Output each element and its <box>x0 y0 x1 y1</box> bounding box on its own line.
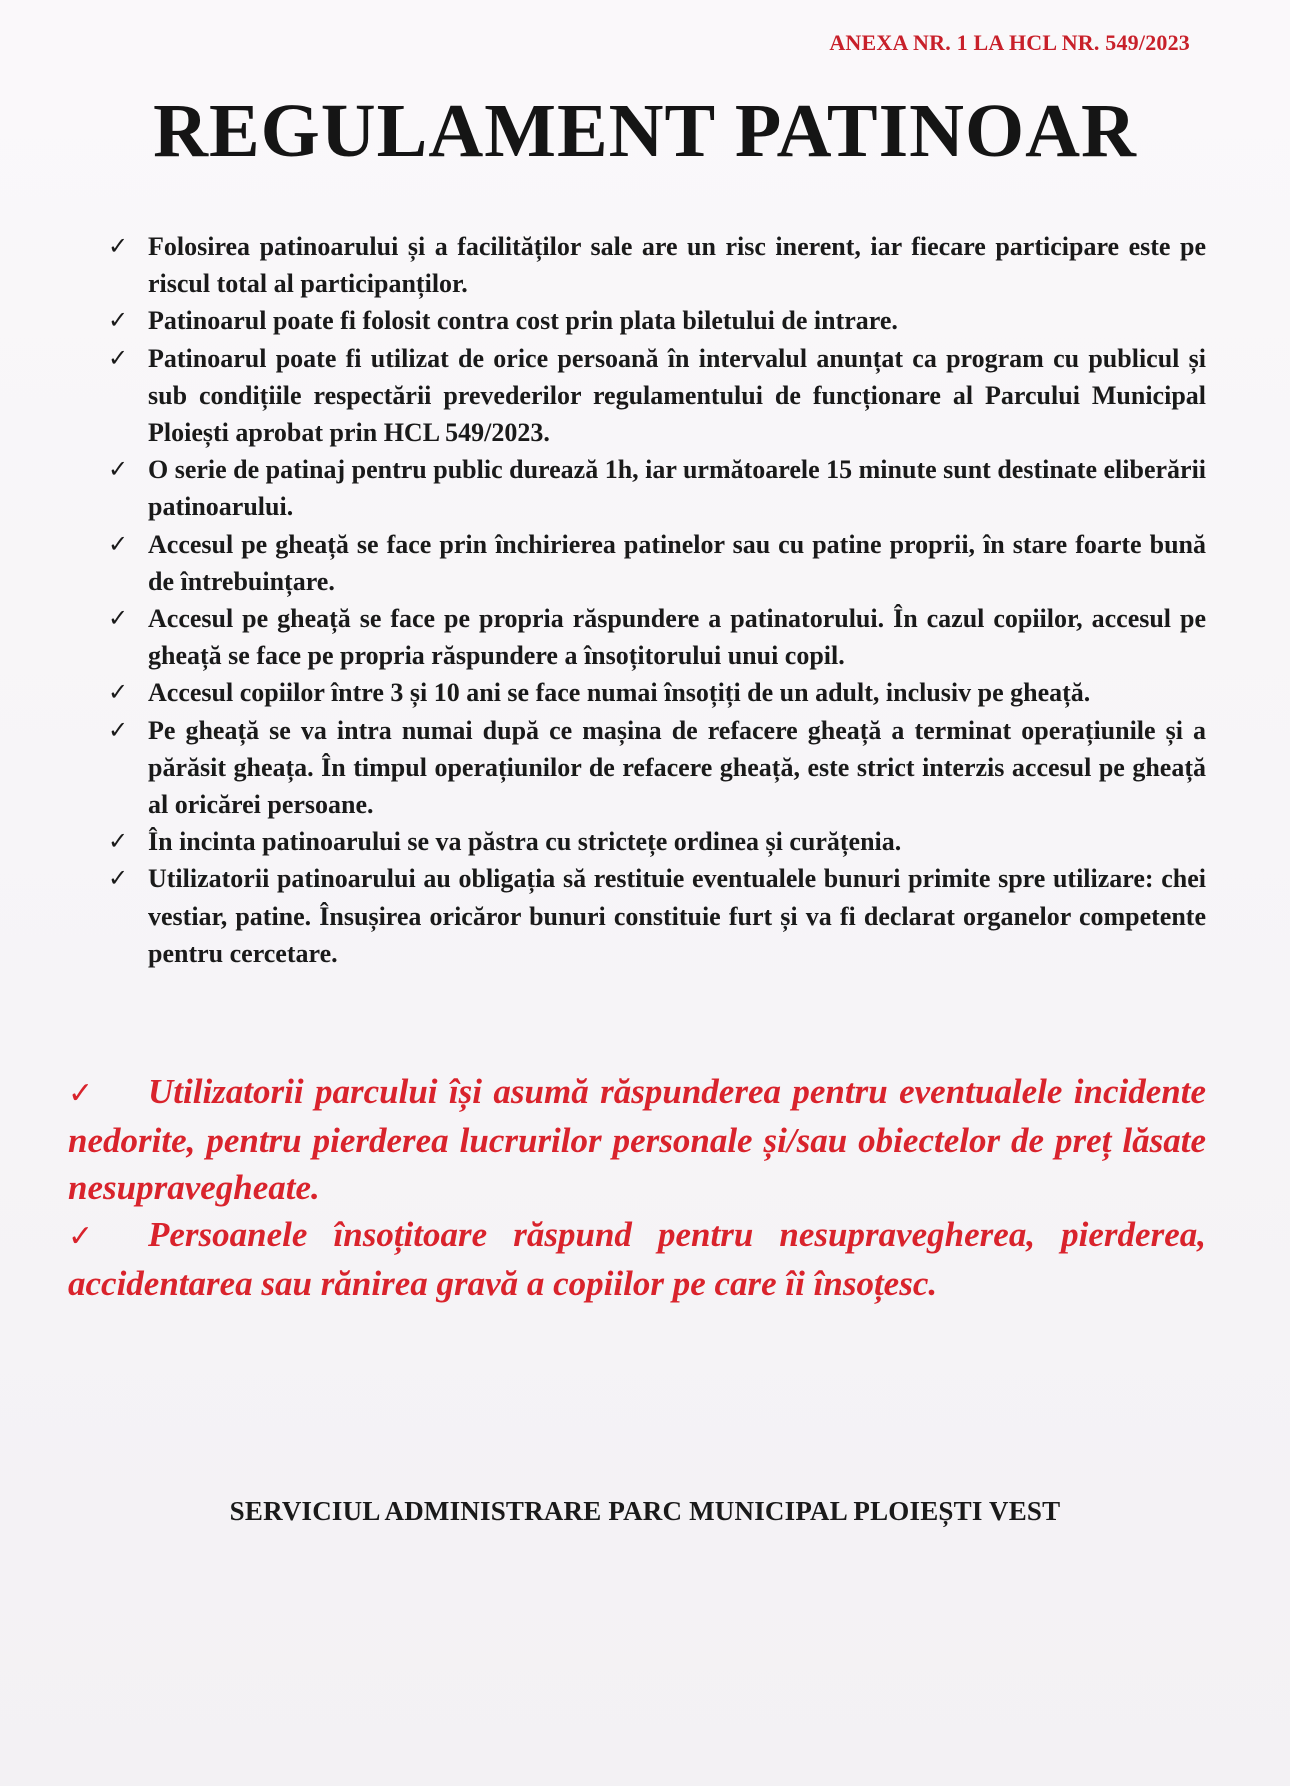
check-mark-icon: ✓ <box>108 715 129 744</box>
rule-item <box>108 600 1206 674</box>
rule-item <box>108 302 1206 339</box>
rule-item <box>108 340 1206 452</box>
check-mark-icon: ✓ <box>68 1076 94 1111</box>
rule-text: În incinta patinoarului se va păstra cu strictețe ordinea și curățenia. <box>148 827 902 857</box>
rule-text: Accesul pe gheață se face prin închirierea patinelor sau cu patine proprii, în stare foarte bună de întrebuințare. <box>148 529 1206 596</box>
issuer-footer: SERVICIUL ADMINISTRARE PARC MUNICIPAL PLOIEȘTI VEST <box>229 1496 1061 1526</box>
rule-item <box>108 712 1206 824</box>
check-mark-icon: ✓ <box>108 827 129 856</box>
rule-text: Patinoarul poate fi utilizat de orice persoană în intervalul anunțat ca program cu publicul și sub condițiile respectării prevederilor regulamentului de funcționare al Parcului Municipal Ploiești aprobat prin HCL 549/2023. <box>148 343 1206 448</box>
check-mark-icon: ✓ <box>108 455 129 484</box>
rule-text: O serie de patinaj pentru public durează 1h, iar următoarele 15 minute sunt destinate eliberării patinoarului. <box>148 455 1207 522</box>
rules-list <box>108 228 1206 972</box>
rule-item <box>108 526 1206 600</box>
warning-paragraph <box>68 1068 1206 1211</box>
annex-reference: ANEXA NR. 1 LA HCL NR. 549/2023 <box>829 30 1190 55</box>
rule-item <box>108 228 1206 302</box>
rule-text: Pe gheață se va intra numai după ce mașina de refacere gheață a terminat operațiunile și a părăsit gheața. În timpul operațiunilor de refacere gheață, este strict interzis accesul pe gheață al oricărei persoane. <box>148 715 1206 820</box>
check-mark-icon: ✓ <box>68 1219 94 1254</box>
rule-text: Patinoarul poate fi folosit contra cost prin plata biletului de intrare. <box>148 306 898 336</box>
warning-text: Persoanele însoțitoare răspund pentru nesupravegherea, pierderea, accidentarea sau rănirea gravă a copiilor pe care îi însoțesc. <box>68 1215 1206 1303</box>
check-mark-icon: ✓ <box>108 232 129 260</box>
warning-paragraph <box>68 1211 1206 1307</box>
rule-item <box>108 674 1206 711</box>
check-mark-icon: ✓ <box>108 864 129 893</box>
warning-text: Utilizatorii parcului își asumă răspunderea pentru eventualele incidente nedorite, pentru pierderea lucrurilor personale și/sau obiectelor de preț lăsate nesupravegheate. <box>68 1072 1206 1207</box>
check-mark-icon: ✓ <box>108 604 129 633</box>
rule-text: Utilizatorii patinoarului au obligația să restituie eventualele bunuri primite spre utilizare: chei vestiar, patine. Însușirea oricăror bunuri constituie furt și va fi declarat organelor competente pentru cercetare. <box>148 864 1206 968</box>
check-mark-icon: ✓ <box>108 343 129 372</box>
page-title: REGULAMENT PATINOAR <box>153 89 1137 173</box>
rule-text: Folosirea patinoarului și a facilităților sale are un risc inerent, iar fiecare participare este pe riscul total al participanților. <box>148 232 1206 299</box>
warnings-section <box>68 1068 1206 1307</box>
check-mark-icon: ✓ <box>108 678 129 707</box>
rule-text: Accesul pe gheață se face pe propria răspundere a patinatorului. În cazul copiilor, accesul pe gheață se face pe propria răspundere a însoțitorului unui copil. <box>148 604 1206 671</box>
check-mark-icon: ✓ <box>108 529 129 558</box>
rule-item <box>108 823 1206 860</box>
check-mark-icon: ✓ <box>108 306 129 335</box>
rule-item <box>108 451 1206 525</box>
rule-item <box>108 860 1206 972</box>
rule-text: Accesul copiilor între 3 și 10 ani se face numai însoțiți de un adult, inclusiv pe gheață. <box>148 678 1091 708</box>
